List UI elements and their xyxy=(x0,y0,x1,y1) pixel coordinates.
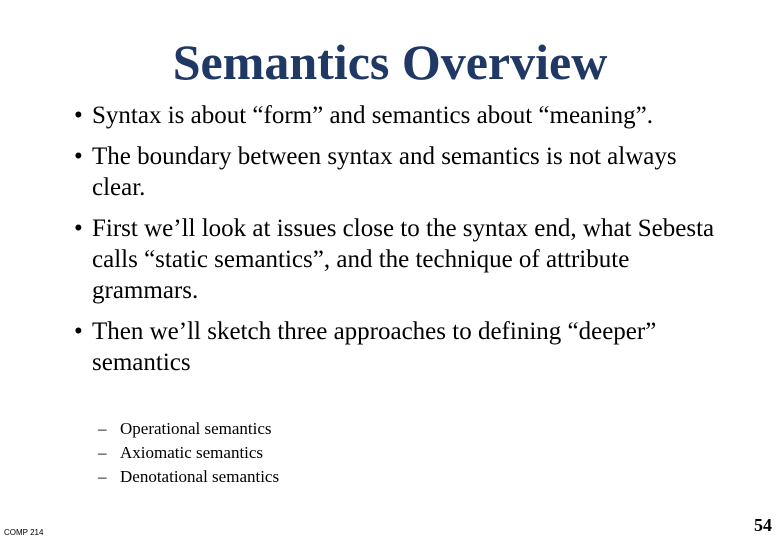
bullet-marker: • xyxy=(74,143,83,170)
slide-title: Semantics Overview xyxy=(172,34,608,90)
bullet-text: Then we’ll sketch three approaches to defining “deeper” semantics xyxy=(92,318,657,376)
sub-bullet-item xyxy=(98,465,279,489)
bullet-item xyxy=(74,100,734,131)
bullet-item xyxy=(74,316,734,378)
bullet-item xyxy=(74,213,734,306)
bullet-marker: • xyxy=(74,102,83,129)
bullet-list xyxy=(74,100,734,388)
sub-bullet-list xyxy=(98,417,279,489)
sub-bullet-item xyxy=(98,441,279,465)
bullet-marker: • xyxy=(74,215,83,242)
sub-bullet-item xyxy=(98,417,279,441)
sub-bullet-marker: – xyxy=(98,443,107,462)
sub-bullet-marker: – xyxy=(98,419,107,438)
bullet-text: The boundary between syntax and semantics is not always clear. xyxy=(92,143,677,201)
sub-bullet-text: Axiomatic semantics xyxy=(120,443,264,462)
bullet-marker: • xyxy=(74,318,83,345)
footer-course-label: COMP 214 xyxy=(4,528,44,537)
sub-bullet-text: Denotational semantics xyxy=(120,467,280,486)
bullet-text: First we’ll look at issues close to the syntax end, what Sebesta calls “static semantics”, and the technique of attribute grammars. xyxy=(92,215,715,304)
sub-bullet-marker: – xyxy=(98,467,107,486)
sub-bullet-text: Operational semantics xyxy=(120,419,272,438)
page-number: 54 xyxy=(754,515,772,535)
bullet-text: Syntax is about “form” and semantics about “meaning”. xyxy=(92,102,653,129)
bullet-item xyxy=(74,141,734,203)
